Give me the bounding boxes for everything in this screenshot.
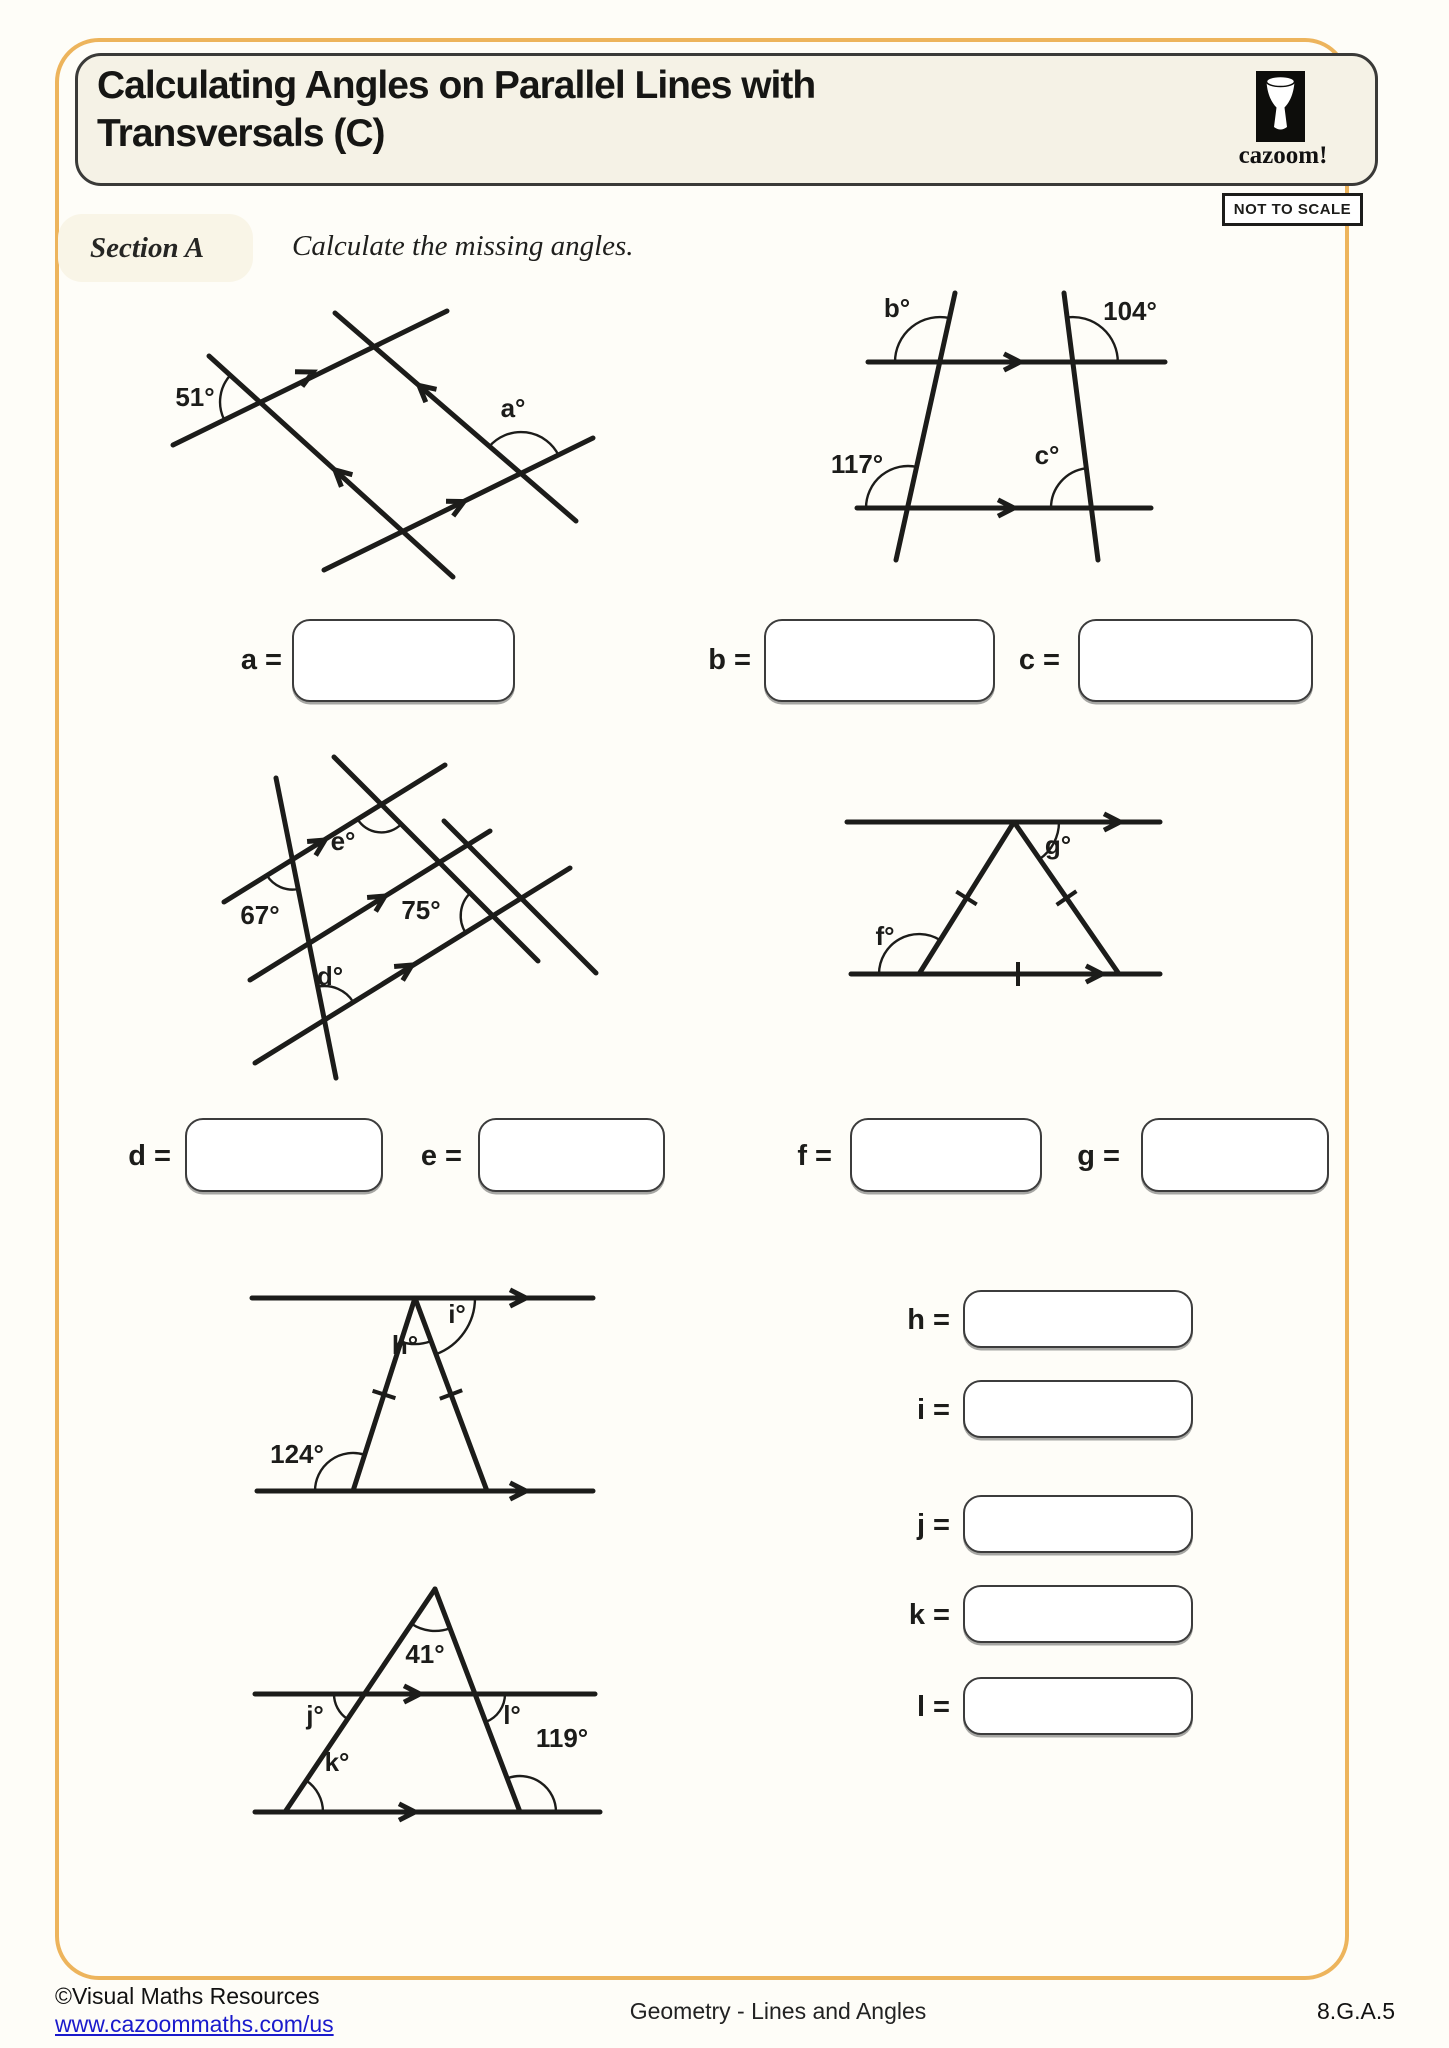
angle-label: d° (316, 960, 344, 991)
angle-arc (461, 893, 470, 933)
diagram-triangle-h-i (180, 1270, 660, 1550)
answer-label-j: j = (916, 1509, 950, 1541)
answer-box-i[interactable] (963, 1380, 1193, 1438)
angle-label: k° (324, 1746, 350, 1777)
tick-mark (1057, 891, 1077, 905)
answer-box-k[interactable] (963, 1585, 1193, 1643)
angle-label: j° (306, 1699, 324, 1730)
angle-label: l° (503, 1699, 521, 1730)
page-title (97, 62, 1197, 158)
angle-label: a° (500, 392, 526, 423)
transversal-line (1064, 293, 1098, 560)
answer-label-c: c = (1018, 644, 1060, 676)
answer-label-h: h = (907, 1304, 950, 1336)
page-title-line2: Transversals (C) (97, 112, 385, 155)
page-title-line1: Calculating Angles on Parallel Lines with (97, 64, 816, 107)
footer-link[interactable]: www.cazoommaths.com/us (55, 2011, 334, 2037)
answer-label-f: f = (797, 1140, 832, 1172)
transversal-line (334, 757, 538, 961)
answer-box-e[interactable] (478, 1118, 665, 1192)
angle-arc (220, 375, 230, 419)
angle-label: 41° (405, 1638, 445, 1669)
angle-arc (306, 1781, 323, 1813)
section-a-label: Section A (90, 231, 205, 264)
answer-box-a[interactable] (292, 619, 515, 702)
angle-label: 75° (401, 894, 441, 925)
answer-label-i: i = (916, 1394, 950, 1426)
answer-box-b[interactable] (764, 619, 995, 702)
answer-box-f[interactable] (850, 1118, 1042, 1192)
angle-arc (486, 1694, 505, 1722)
answer-box-l[interactable] (963, 1677, 1193, 1735)
angle-label: 51° (175, 381, 215, 412)
angle-arc (1051, 468, 1086, 508)
angle-label: c° (1034, 439, 1060, 470)
transversal-line (335, 313, 576, 521)
answer-label-a: a = (240, 644, 282, 676)
diagram-triangle-j-k-l (180, 1560, 680, 1980)
answer-box-d[interactable] (185, 1118, 383, 1192)
instruction-text: Calculate the missing angles. (292, 230, 634, 262)
not-to-scale-badge: NOT TO SCALE (1222, 193, 1363, 226)
angle-label: 117° (830, 448, 884, 479)
angle-label: 124° (270, 1438, 324, 1469)
answer-label-b: b = (708, 644, 751, 676)
diagram-trapezium-b-c (790, 270, 1350, 600)
parallel-line (250, 831, 490, 980)
angle-label: e° (330, 825, 356, 856)
angle-arc (412, 1624, 451, 1631)
footer-copyright: ©Visual Maths Resources (55, 1983, 320, 2009)
diagram-triangle-f-g (820, 790, 1270, 1060)
footer-topic: Geometry - Lines and Angles (629, 1998, 927, 2024)
angle-label: h° (391, 1329, 419, 1360)
cazoom-drum-icon (1256, 71, 1305, 142)
angle-label: 119° (535, 1722, 589, 1753)
angle-label: 104° (1103, 295, 1157, 326)
answer-label-k: k = (908, 1599, 950, 1631)
angle-label: 67° (240, 899, 280, 930)
answer-box-c[interactable] (1078, 619, 1313, 702)
logo-wordmark: cazoom! (1238, 142, 1328, 169)
diagram-three-parallels-d-e (150, 750, 610, 1110)
angle-arc (334, 1694, 347, 1719)
answer-label-e: e = (420, 1140, 462, 1172)
answer-box-j[interactable] (963, 1495, 1193, 1553)
angle-label: g° (1044, 829, 1072, 860)
answer-box-g[interactable] (1141, 1118, 1329, 1192)
answer-label-l: l = (916, 1691, 950, 1723)
angle-label: i° (448, 1298, 466, 1329)
footer-standard-code: 8.G.A.5 (1317, 1998, 1395, 2024)
angle-label: f° (875, 920, 895, 951)
answer-label-g: g = (1077, 1140, 1120, 1172)
diagram-parallelogram-51-a (100, 280, 660, 610)
angle-label: b° (883, 292, 911, 323)
answer-label-d: d = (128, 1140, 171, 1172)
section-a-pill (58, 214, 253, 282)
drum-head (1267, 77, 1295, 87)
answer-box-h[interactable] (963, 1290, 1193, 1348)
